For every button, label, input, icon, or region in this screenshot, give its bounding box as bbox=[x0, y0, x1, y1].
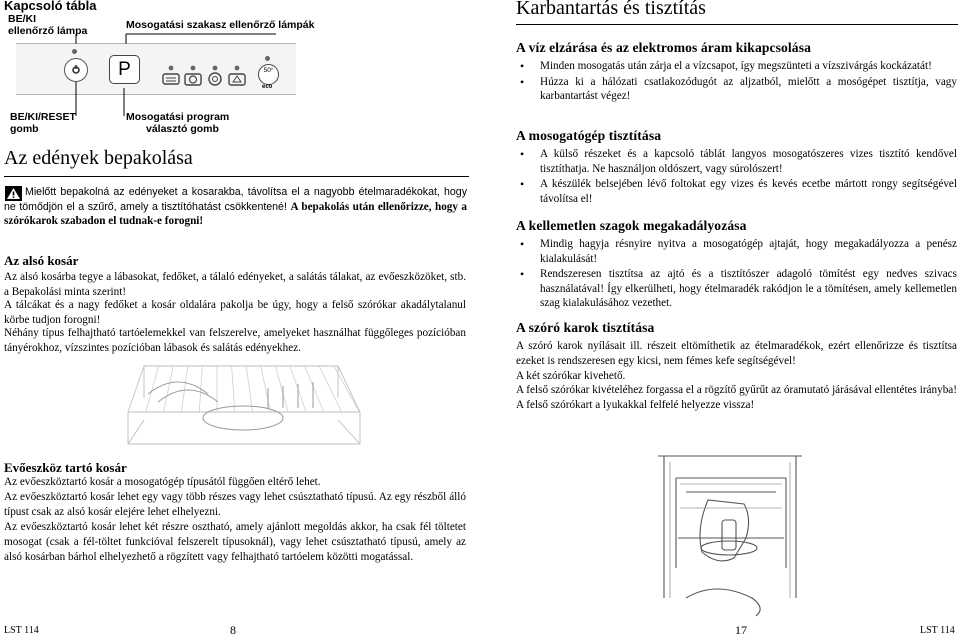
lower-basket-title: Az alsó kosár bbox=[4, 253, 79, 268]
section-spray-arms bbox=[516, 320, 957, 413]
list-item: • Minden mosogatás után zárja el a vízcsapot, így megszünteti a vízszivárgás kockázatát! bbox=[516, 59, 957, 74]
footer-right-model: LST 114 bbox=[920, 625, 955, 636]
onoff-reset-label: BE/KI/RESET gomb bbox=[10, 111, 76, 135]
list-item: • A készülék belsejében lévő foltokat egy vizes és kevés ecetbe mártott rongy segítségével távolítsa el! bbox=[516, 177, 957, 206]
section-title-loading: Az edények bepakolása bbox=[4, 147, 193, 169]
section-water-power bbox=[516, 40, 957, 105]
cutlery-basket-p2: Az evőeszköztartó kosár lehet egy vagy több részes vagy lehet csúsztatható típusú. Az egy részből álló típust csak az alsó kosár elejére lehet elhelyezni. bbox=[4, 491, 466, 518]
warning-block bbox=[4, 185, 467, 229]
cutlery-basket-title: Evőeszköz tartó kosár bbox=[4, 460, 127, 475]
phase-lamp-wash bbox=[182, 64, 204, 91]
onoff-lamp bbox=[72, 49, 77, 54]
dry-icon bbox=[226, 64, 248, 86]
prewash-icon bbox=[160, 64, 182, 86]
onoff-lamp-label: BE/KI ellenőrző lámpa bbox=[8, 13, 88, 37]
phase-lamp-rinse bbox=[204, 64, 226, 91]
program-button-label: P bbox=[118, 59, 131, 80]
section-odors bbox=[516, 218, 957, 312]
warning-text-serif: A bepakolás után ellenőrizze, hogy a szórókarok szabadon el tudnak-e forogni! bbox=[4, 200, 467, 228]
list-item: • Mindig hagyja résnyire nyitva a mosogatógép ajtaját, hogy megakadályozza a penész kialakulását! bbox=[516, 237, 957, 266]
spray-arms-p2: A két szórókar kivehető. bbox=[516, 369, 626, 382]
onoff-button[interactable] bbox=[64, 58, 88, 82]
footer-left-page: 8 bbox=[230, 623, 236, 637]
lower-basket-p3: Néhány típus felhajtható tartóelemekkel van felszerelve, amelyeket használhat függőleges pozícióban tányérokhoz, vízszintes pozícióban lábasok és salátás edényekhez. bbox=[4, 327, 466, 354]
program-selector-label: Mosogatási program választó gomb bbox=[126, 111, 230, 135]
list-item: • Húzza ki a hálózati csatlakozódugót az aljzatból, mielőtt a mosógépet tisztítja, vagy karbantartást végez! bbox=[516, 75, 957, 104]
spray-arms-p3: A felső szórókar kivételéhez forgassa el a rögzítő gyűrűt az óramutató járásával ellentétes irányba! A felső szórókart a lyukakkal felfelé helyezze vissza! bbox=[516, 384, 957, 412]
section-title: A víz elzárása és az elektromos áram kikapcsolása bbox=[516, 40, 811, 55]
warning-icon bbox=[5, 186, 22, 201]
rinse-icon bbox=[204, 64, 226, 86]
list-item: • A külső részeket és a kapcsoló táblát langyos mosogatószeres vizes tisztító kendővel tisztíthatja. Ne használjon oldószert, vagy súrolószert! bbox=[516, 147, 957, 176]
phase-lamps-label: Mosogatási szakasz ellenőrző lámpák bbox=[126, 19, 315, 31]
phase-lamp-prewash bbox=[160, 64, 182, 91]
phase-lamp-dry bbox=[226, 64, 248, 91]
eco-lamp bbox=[265, 56, 270, 61]
footer-left-model: LST 114 bbox=[4, 625, 39, 636]
section-title: A mosogatógép tisztítása bbox=[516, 128, 662, 143]
program-button[interactable] bbox=[109, 55, 140, 84]
lower-basket-p1: Az alsó kosárba tegye a lábasokat, fedőket, a tálaló edényeket, a salátás tálakat, az evőeszközöket, stb. a Bepakolási minta szerint! bbox=[4, 271, 466, 298]
section-title: A szóró karok tisztítása bbox=[516, 320, 655, 335]
left-page bbox=[0, 0, 470, 638]
footer-right-page: 17 bbox=[735, 623, 747, 637]
control-panel-title: Kapcsoló tábla bbox=[4, 0, 97, 13]
title-rule bbox=[516, 24, 958, 25]
wash-icon bbox=[182, 64, 204, 86]
cutlery-basket-p1: Az evőeszköztartó kosár a mosogatógép típusától függően eltérő lehet. bbox=[4, 476, 321, 488]
warning-text: Mielőtt bepakolná az edényeket a kosarakba, távolítsa el a nagyobb ételmaradékokat, hogy ne tömődjön el a szűrő, amely a tisztítóhatást csökkentené! bbox=[4, 186, 467, 213]
title-rule bbox=[4, 176, 469, 177]
lower-basket-illustration bbox=[118, 358, 368, 462]
spray-arms-p1: A szóró karok nyílásait ill. részeit eltömíthetik az ételmaradékok, ezért ellenőrizze és tisztítsa ezeket is rendszeresen egy kicsi, nem fémes kefe segítségével! bbox=[516, 340, 957, 367]
section-title: A kellemetlen szagok megakadályozása bbox=[516, 218, 747, 233]
eco-temp: 50° bbox=[263, 67, 274, 74]
maintenance-title: Karbantartás és tisztítás bbox=[516, 0, 706, 19]
list-item: • Rendszeresen tisztítsa az ajtó és a tisztítószer adagoló tömítést egy nedves szivacs használatával! Így elkerülheti, hogy ételmaradék rakódjon le a tömítésen, amely kellemetlen szag kialakulásához vezethet. bbox=[516, 267, 957, 311]
eco-button[interactable] bbox=[258, 64, 279, 85]
power-icon bbox=[65, 59, 87, 81]
spray-arm-illustration bbox=[656, 448, 804, 618]
section-cleaning bbox=[516, 128, 957, 207]
right-page bbox=[516, 0, 958, 638]
lower-basket-p2: A tálcákat és a nagy fedőket a kosár oldalára pakolja be úgy, hogy a felső szórókar akadálytalanul körbe tudjon forogni! bbox=[4, 299, 466, 326]
cutlery-basket-p3: Az evőeszköztartó kosár lehet két részre osztható, amely ajánlott megoldás akkor, ha csak fél töltetet mosogat (csak a fél-töltet funkcióval felszerelt típusoknál), vagy lehet csúsztatható típusú, amely az alsó kosárban bárhol elhelyezhető a rögzített vagy felhajtható tartóelem közötti mogatással. bbox=[4, 521, 466, 563]
eco-label: eco bbox=[262, 84, 273, 90]
